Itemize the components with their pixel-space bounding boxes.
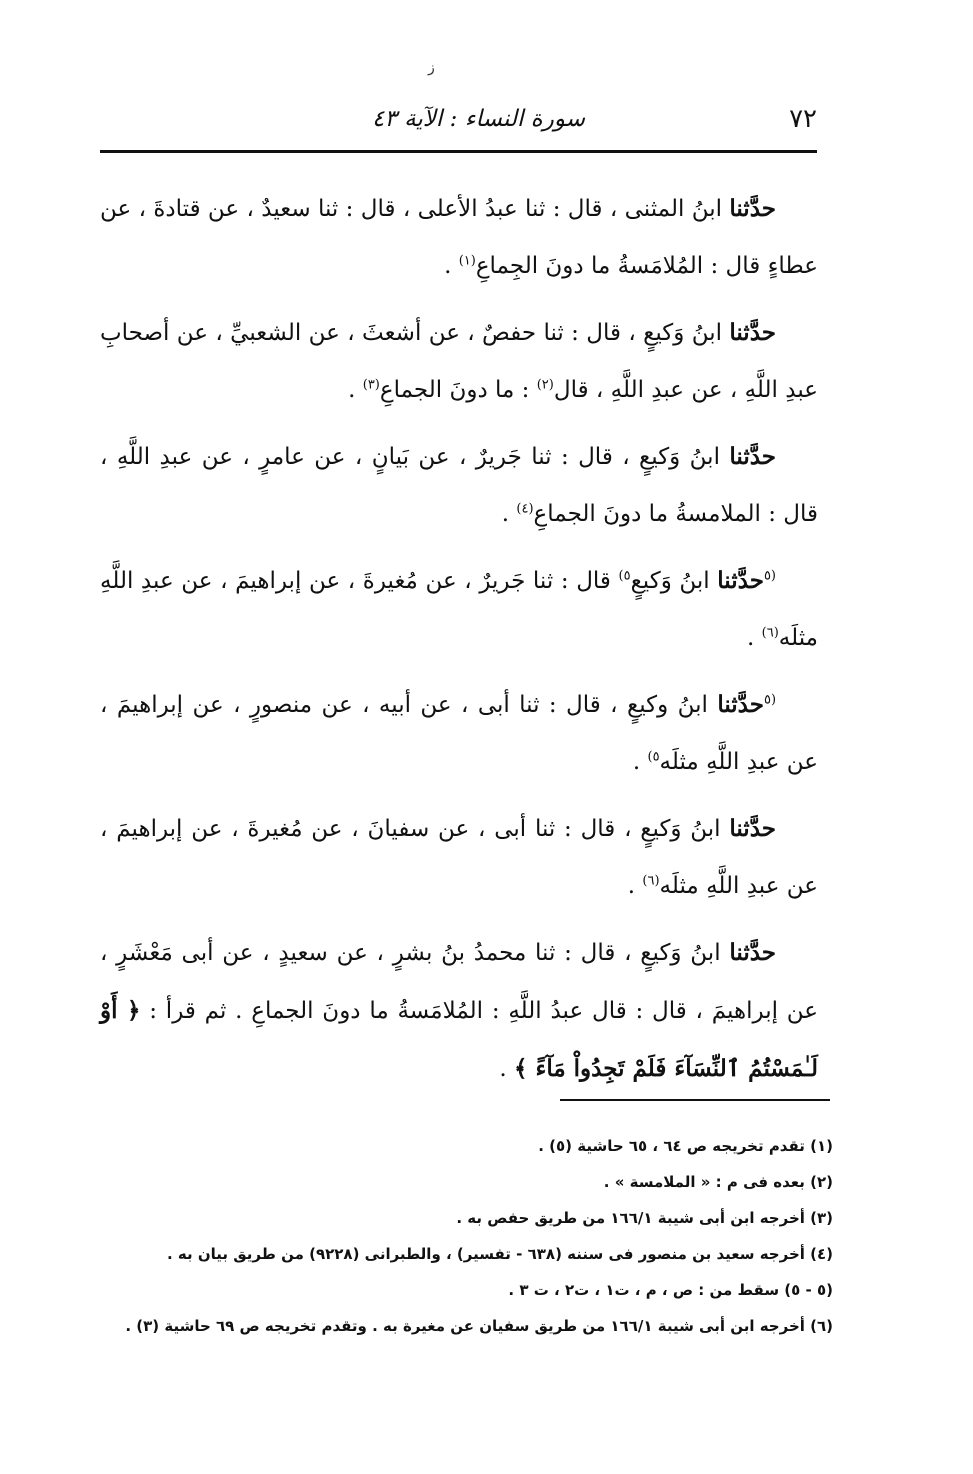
footnote-2: (٢) بعده فى م : « الملامسة » .	[603, 1173, 833, 1191]
footnote-ref: (٦)	[761, 625, 779, 641]
hadith-opening: حدَّثنا	[729, 443, 777, 470]
footnote-ref: (٦)	[642, 873, 660, 889]
paragraph-6	[100, 800, 818, 915]
top-mark: ز	[428, 60, 435, 76]
paragraph-end: .	[348, 377, 356, 403]
footnote-6: (٦) أخرجه ابن أبى شيبة ١٦٦/١ من طريق سفيان عن مغيرة به . وتقدم تخريجه ص ٦٩ حاشية (٣) .	[125, 1317, 833, 1335]
paragraph-text-cont: : ما دونَ الجماعِ	[379, 377, 530, 403]
paragraph-5	[100, 676, 818, 791]
paragraph-end: .	[632, 749, 641, 775]
paragraph-text: ابنُ وَكيعٍ	[630, 568, 710, 594]
footnotes	[100, 1128, 833, 1344]
hadith-opening: حدَّثنا	[717, 567, 764, 594]
paragraph-text: ابنُ وَكيعٍ ، قال : ثنا محمدُ بنُ بشرٍ ، عن سعيدٍ ، عن أبى مَعْشَرٍ ، عن إبراهيمَ ، قال : قال عبدُ اللَّهِ : المُلامَسةُ ما دونَ الجماعِ . ثم قرأ :	[100, 940, 819, 1024]
paragraph-end: .	[627, 873, 636, 899]
omission-mark-close: ٥)	[618, 568, 631, 584]
paragraph-1	[100, 180, 818, 295]
omission-mark-open: (٥	[763, 692, 777, 708]
paragraph-end: .	[499, 1056, 507, 1082]
header-rule	[100, 150, 817, 153]
paragraph-end: .	[444, 253, 452, 279]
quran-verse: ﴿ أَوْ لَـٰمَسْتُمُ ٱلنِّسَآءَ فَلَمْ تَجِدُواْ مَآءً ﴾	[100, 997, 818, 1082]
paragraph-3	[100, 428, 818, 543]
running-title: سورة النساء : الآية ٤٣	[372, 106, 585, 132]
paragraph-text: ابنُ وَكيعٍ ، قال : ثنا حفصٌ ، عن أشعثَ ، عن الشعبيِّ ، عن أصحابِ عبدِ اللَّهِ ، عن عبدِ اللَّهِ ، قال	[100, 320, 818, 403]
omission-mark-open: (٥	[763, 568, 776, 584]
paragraph-text: ابنُ وَكيعٍ ، قال : ثنا جَريرٌ ، عن بَيانٍ ، عن عامرٍ ، عن عبدِ اللَّهِ ، قال : الملامسةُ ما دونَ الجماعِ	[100, 444, 818, 527]
paragraph-text: ابنُ وكيعٍ ، قال : ثنا أبى ، عن أبيه ، عن منصورٍ ، عن إبراهيمَ ، عن عبدِ اللَّهِ مثلَه	[100, 692, 818, 775]
hadith-opening: حدَّثنا	[729, 319, 776, 346]
hadith-opening: حدَّثنا	[729, 195, 776, 222]
paragraph-end: .	[501, 501, 510, 527]
footnote-5: (٥ - ٥) سقط من : ص ، م ، ت١ ، ت٢ ، ت ٣ .	[508, 1281, 833, 1299]
paragraph-text-cont: قال : ثنا جَريرٌ ، عن مُغيرةَ ، عن إبراهيمَ ، عن عبدِ اللَّهِ مثلَه	[100, 568, 818, 651]
paragraph-4	[100, 552, 818, 667]
footnote-ref: (١)	[458, 253, 476, 269]
footnote-1: (١) تقدم تخريجه ص ٦٤ ، ٦٥ حاشية (٥) .	[538, 1137, 833, 1155]
hadith-opening: حدَّثنا	[717, 691, 764, 718]
paragraph-text: ابنُ المثنى ، قال : ثنا عبدُ الأعلى ، قال : ثنا سعيدٌ ، عن قتادةَ ، عن عطاءٍ قال : المُلامَسةُ ما دونَ الجِماعِ	[100, 196, 818, 279]
paragraph-end: .	[747, 625, 755, 651]
paragraph-text: ابنُ وَكيعٍ ، قال : ثنا أبى ، عن سفيانَ ، عن مُغيرةَ ، عن إبراهيمَ ، عن عبدِ اللَّهِ مثلَه	[100, 816, 818, 899]
hadith-opening: حدَّثنا	[729, 815, 776, 842]
hadith-opening: حدَّثنا	[729, 939, 777, 966]
footnote-ref: (٢)	[536, 377, 554, 393]
footnote-4: (٤) أخرجه سعيد بن منصور فى سننه (٦٣٨ - تفسير) ، والطبرانى (٩٢٢٨) من طريق بيان به .	[166, 1245, 833, 1263]
page-header	[100, 100, 817, 144]
paragraph-7	[100, 924, 818, 1098]
page-number: ٧٢	[789, 104, 817, 134]
main-text	[100, 180, 818, 1107]
footnote-ref: (٤)	[516, 501, 534, 517]
paragraph-2	[100, 304, 818, 419]
omission-mark-close: ٥)	[647, 749, 660, 765]
footnote-ref: (٣)	[362, 377, 380, 393]
footnote-rule	[560, 1099, 830, 1101]
footnote-3: (٣) أخرجه ابن أبى شيبة ١٦٦/١ من طريق حفص به .	[456, 1209, 833, 1227]
